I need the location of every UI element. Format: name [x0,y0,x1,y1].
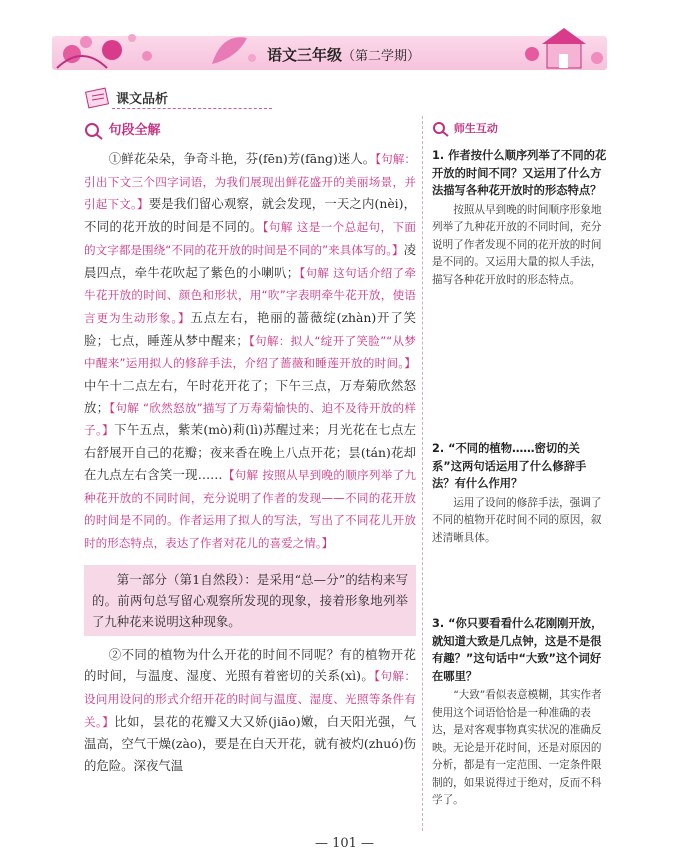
sentence-note: 【句解：引出下文三个四字词语，为我们展现出鲜花盛开的美丽场景，并引起下文。】 [84,152,417,212]
side-question-2 [432,440,607,547]
book-subtitle: （第二学期） [342,49,421,64]
question-text: 1. 作者按什么顺序列举了不同的花开放的时间不同？又运用了什么方法描写各种花开放时的形态特点？ [432,149,607,197]
body-text: ①鲜花朵朵，争奇斗艳，芬(fēn)芳(fāng)迷人。 [108,151,376,166]
page-number: — 101 — [314,836,375,851]
sentence-note: 【句解 “欣然怒放”描写了万寿菊愉快的、迫不及待开放的样子。】 [84,400,417,438]
section-title: 课文品析 [116,92,169,107]
sentence-note: 【句解 这是一个总起句，下面的文字都是围绕“不同的花开放的时间是不同的”来具体写的。】 [84,220,417,257]
main-text-column [84,148,416,777]
side-question-3 [432,615,607,810]
question-text: 2. “不同的植物……密切的关系”这两句话运用了什么修辞手法？有什么作用？ [432,442,587,490]
body-text: 要是我们留心观察，就会发现，一天之内(nèi)，不同的花开放的时间是不同的。 [84,196,417,235]
sentence-note: 【句解：拟人“绽开了笑脸”“从梦中醒来”运用拟人的修辞手法，介绍了蔷薇和睡莲开放的时间。】 [84,333,416,371]
book-icon [84,84,114,110]
answer-text: 按照从早到晚的时间顺序形象地列举了九种花开放的不同时间，充分说明了作者发现不同的花开放的时间是不同的。又运用大量的拟人手法，描写各种花开放时的形态特点。 [432,203,602,286]
side-question-1 [432,147,607,289]
teacher-student-label: 师生互动 [453,122,498,135]
leaf-decoration [202,28,262,68]
house-decoration [522,24,607,72]
magnifier-icon [84,122,104,140]
question-text: 3. “你只要看看什么花刚刚开放，就知道大致是几点钟，这是不是很有趣？”这句话中“大致”这个词好在哪里？ [432,617,603,683]
paragraph-2 [84,644,416,777]
flower-decoration-left [52,24,162,72]
sentence-note: 【句解：设问用设问的形式介绍开花的时间与温度、湿度、光照等条件有关。】 [84,669,417,729]
section-banner [84,84,234,110]
sentence-note: 【句解 按照从早到晚的顺序列举了九种花开放的不同时间，充分说明了作者的发现——不同的花开放的时间是不同的。作者运用了拟人的写法，写出了不同花儿开放时的形态特点，表达了作者对花儿的喜爱之情。】 [84,467,417,550]
sentence-analysis-label: 句段全解 [108,123,161,138]
section-underline [112,108,272,109]
body-text: 中午十二点左右，午时花开花了；下午三点，万寿菊欣然怒放； [84,378,416,415]
paragraph-1 [84,148,416,555]
body-text: 凌晨四点，牵牛花吹起了紫色的小喇叭； [84,241,416,280]
answer-text: “大致”看似表意模糊，其实作者使用这个词语恰恰是一种准确的表达，是对客观事物真实状况的准确反映。无论是开花时间，还是对原因的分析，都是有一定范围、一定条件限制的，如果说得过于绝对，反而不科学了。 [432,689,602,806]
body-text: 五点左右，艳丽的蔷薇绽(zhàn)开了笑脸；七点，睡莲从梦中醒来； [84,309,416,348]
sentence-analysis-heading [84,119,161,140]
page-header [52,24,607,72]
teacher-student-heading [432,120,498,137]
body-text: 比如，昙花的花瓣又大又娇(jiāo)嫩，白天阳光强，气温高，空气干燥(zào)，要是在白天开花，就有被灼(zhuó)伤的危险。深夜气温 [84,713,416,774]
body-text: ②不同的植物为什么开花的时间不同呢？有的植物开花的时间，与温度、湿度、光照有着密切的关系(xì)。 [84,646,416,684]
part-summary-box: 第一部分（第1自然段）：是采用“总—分”的结构来写的。前两句总写留心观察所发现的现象，接着形象地列举了九种花来说明这种现象。 [84,565,416,636]
magnifier-icon [432,121,450,137]
column-divider [422,116,423,831]
sentence-note: 【句解 这句话介绍了牵牛花开放的时间、颜色和形状，用“吹”字表明牵牛花开放，使语言更为生动形象。】 [84,265,417,325]
book-title: 语文三年级 [267,46,343,64]
page-header-title [267,44,420,65]
answer-text: 运用了设问的修辞手法，强调了不同的植物开花时间不同的原因，叙述清晰具体。 [432,496,602,544]
body-text: 下午五点，紫茉(mò)莉(lì)苏醒过来；月光花在七点左右舒展开自己的花瓣；夜来香在晚上八点开花；昙(tán)花却在九点左右含笑一现…… [84,422,416,482]
